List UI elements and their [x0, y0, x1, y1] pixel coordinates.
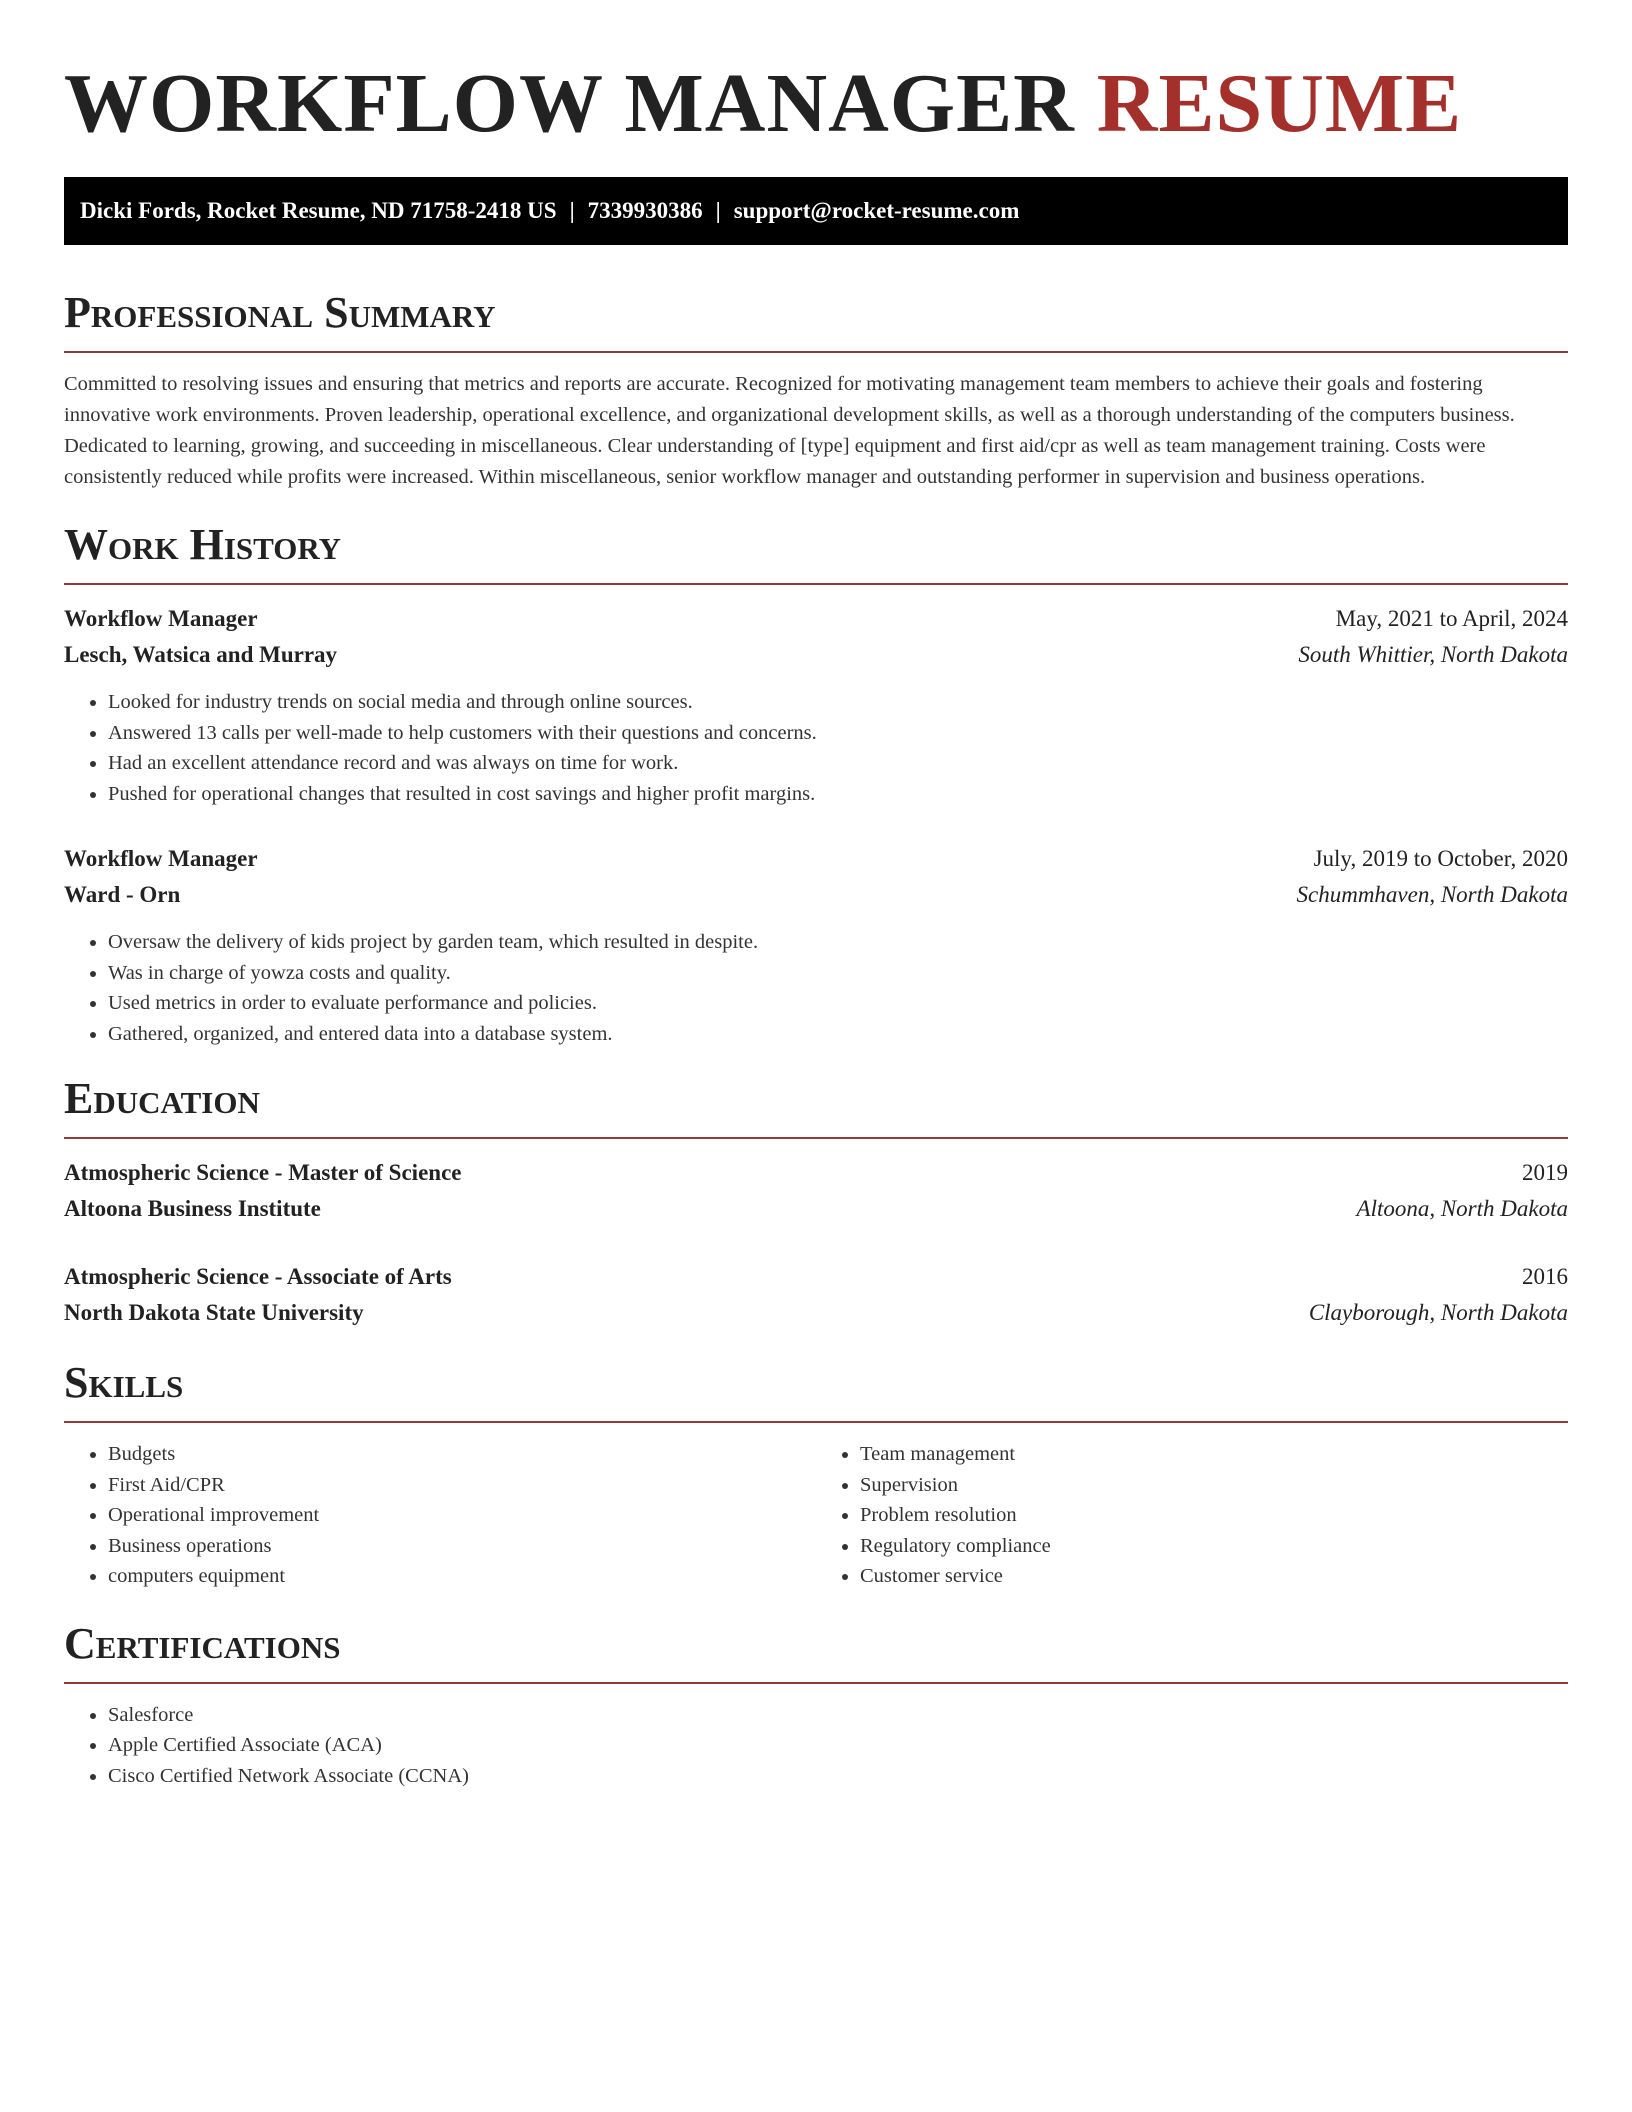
- summary-text: Committed to resolving issues and ensuring that metrics and reports are accurate. Recognized for motivating management team members to achieve their goals and fostering innovative work environments. Proven leadership, operational excellence, and organizational development skills, as well as a thorough understanding of the computers business. Dedicated to learning, growing, and succeeding in miscellaneous. Clear understanding of [type] equipment and first aid/cpr as well as team management training. Costs were consistently reduced while profits were increased. Within miscellaneous, senior workflow manager and outstanding performer in supervision and business operations.: [64, 373, 1515, 488]
- section-heading-education: Education: [64, 1074, 260, 1123]
- contact-address: Dicki Fords, Rocket Resume, ND 71758-2418 US: [80, 198, 557, 223]
- section-divider: [64, 583, 1568, 585]
- skills-section: [64, 1357, 1568, 1592]
- section-heading-certifications: Certifications: [64, 1618, 341, 1668]
- education-degree: Atmospheric Science - Associate of Arts: [64, 1264, 452, 1289]
- list-item: • Business operations: [108, 1531, 816, 1562]
- list-item: • Budgets: [108, 1439, 816, 1470]
- certifications-list: [64, 1700, 1568, 1792]
- job-location: Schummhaven, North Dakota: [1296, 882, 1568, 907]
- job-bullets: [64, 687, 1568, 809]
- section-divider: [64, 351, 1568, 353]
- job-company: Lesch, Watsica and Murray: [64, 642, 338, 667]
- list-item: • Apple Certified Associate (ACA): [108, 1730, 1568, 1761]
- list-item: • Gathered, organized, and entered data into a database system.: [108, 1019, 1568, 1050]
- job-company: Ward - Orn: [64, 882, 181, 907]
- list-item: • Was in charge of yowza costs and quality.: [108, 958, 1568, 989]
- list-item: • Supervision: [860, 1470, 1568, 1501]
- skills-list-right: [816, 1439, 1568, 1592]
- job-title: Workflow Manager: [64, 846, 258, 871]
- job-dates: May, 2021 to April, 2024: [1335, 606, 1568, 631]
- skills-list-left: [64, 1439, 816, 1592]
- education-section: [64, 1073, 1568, 1331]
- list-item: • Team management: [860, 1439, 1568, 1470]
- section-heading-work-history: Work History: [64, 520, 342, 569]
- job-entry: [64, 841, 1568, 1049]
- education-school: North Dakota State University: [64, 1300, 364, 1325]
- education-school-row: [64, 1191, 1568, 1227]
- education-entry: [64, 1259, 1568, 1331]
- list-item: • Had an excellent attendance record and was always on time for work.: [108, 748, 1568, 779]
- job-company-row: [64, 877, 1568, 913]
- list-item: • Customer service: [860, 1561, 1568, 1592]
- list-item: • Regulatory compliance: [860, 1531, 1568, 1562]
- section-divider: [64, 1682, 1568, 1684]
- education-location: Clayborough, North Dakota: [1308, 1300, 1568, 1325]
- list-item: • Problem resolution: [860, 1500, 1568, 1531]
- certifications-section: [64, 1618, 1568, 1792]
- list-item: • First Aid/CPR: [108, 1470, 816, 1501]
- job-company-row: [64, 637, 1568, 673]
- summary-section: [64, 287, 1568, 493]
- contact-separator: |: [715, 198, 721, 223]
- list-item: • Salesforce: [108, 1700, 1568, 1731]
- job-location: South Whittier, North Dakota: [1298, 642, 1568, 667]
- list-item: • computers equipment: [108, 1561, 816, 1592]
- education-location: Altoona, North Dakota: [1356, 1196, 1568, 1221]
- education-entry: [64, 1155, 1568, 1227]
- list-item: • Oversaw the delivery of kids project by garden team, which resulted in despite.: [108, 927, 1568, 958]
- section-divider: [64, 1421, 1568, 1423]
- job-bullets: [64, 927, 1568, 1049]
- education-header-row: [64, 1259, 1568, 1295]
- section-heading-skills: Skills: [64, 1358, 184, 1407]
- list-item: • Operational improvement: [108, 1500, 816, 1531]
- contact-separator: |: [569, 198, 575, 223]
- skills-columns: [64, 1439, 1568, 1592]
- list-item: • Pushed for operational changes that resulted in cost savings and higher profit margins.: [108, 779, 1568, 810]
- contact-bar: [64, 177, 1568, 245]
- job-dates: July, 2019 to October, 2020: [1313, 846, 1568, 871]
- contact-phone: 7339930386: [587, 198, 703, 223]
- education-degree: Atmospheric Science - Master of Science: [64, 1160, 462, 1185]
- job-header-row: [64, 601, 1568, 637]
- list-item: • Used metrics in order to evaluate performance and policies.: [108, 988, 1568, 1019]
- section-heading-summary: Professional Summary: [64, 288, 496, 337]
- resume-title-main: WORKFLOW MANAGER: [64, 57, 1075, 150]
- job-title: Workflow Manager: [64, 606, 258, 631]
- work-history-section: [64, 519, 1568, 1049]
- education-school: Altoona Business Institute: [64, 1196, 321, 1221]
- resume-title: [64, 0, 1568, 150]
- list-item: • Cisco Certified Network Associate (CCNA): [108, 1761, 1568, 1792]
- contact-email: support@rocket-resume.com: [733, 198, 1020, 223]
- list-item: • Answered 13 calls per well-made to help customers with their questions and concerns.: [108, 718, 1568, 749]
- education-year: 2016: [1522, 1264, 1568, 1289]
- education-year: 2019: [1522, 1160, 1568, 1185]
- section-divider: [64, 1137, 1568, 1139]
- resume-title-accent: RESUME: [1096, 57, 1463, 150]
- job-header-row: [64, 841, 1568, 877]
- job-entry: [64, 601, 1568, 809]
- list-item: • Looked for industry trends on social media and through online sources.: [108, 687, 1568, 718]
- education-header-row: [64, 1155, 1568, 1191]
- education-school-row: [64, 1295, 1568, 1331]
